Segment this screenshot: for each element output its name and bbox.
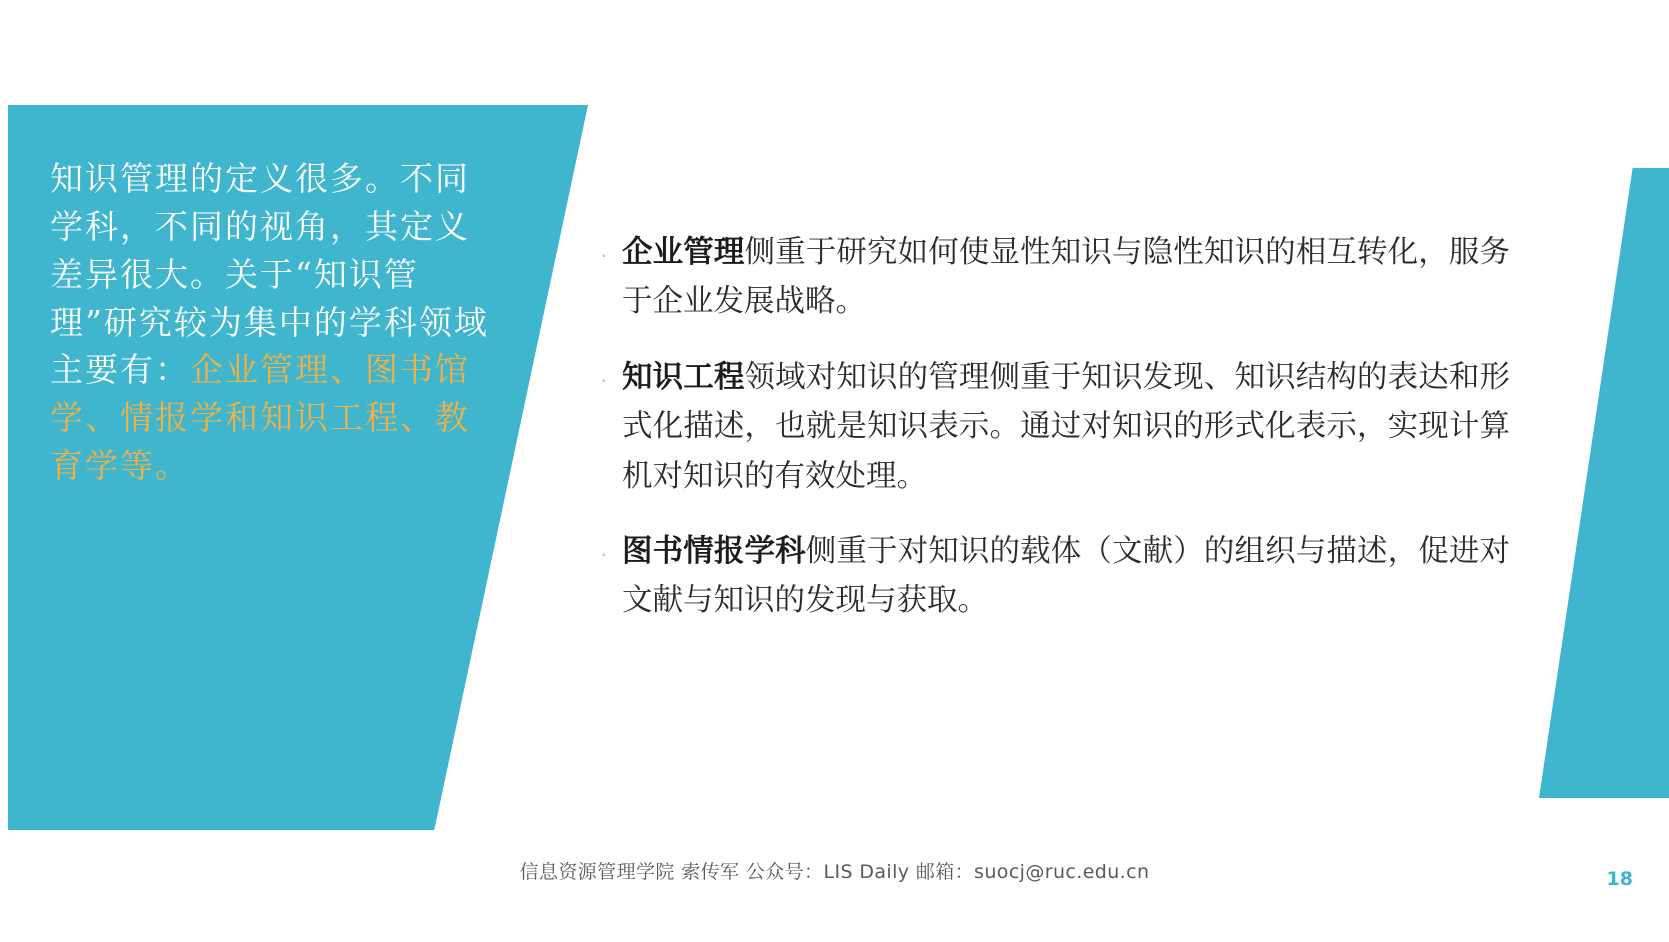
left-panel-text-highlight: 企业管理、图书馆学、情报学和知识工程、教育学等。 [50,350,470,486]
bullet-text [622,527,1510,626]
bullet-list [600,228,1510,652]
list-item [600,353,1510,501]
bullet-body: 领域对知识的管理侧重于知识发现、知识结构的表达和形式化描述，也就是知识表示。通过对知识的形式化表示，实现计算机对知识的有效处理。 [622,359,1510,494]
footer-text: 信息资源管理学院 索传军 公众号：LIS Daily 邮箱：suocj@ruc.edu.cn [519,861,1150,883]
bullet-text [622,228,1510,327]
list-item [600,527,1510,626]
page-number: 18 [1606,868,1633,890]
right-accent-wedge [1539,168,1669,798]
bullet-dot-icon: · [600,242,608,267]
left-panel-text [50,155,490,490]
bullet-body: 侧重于研究如何使显性知识与隐性知识的相互转化，服务于企业发展战略。 [622,235,1510,320]
bullet-dot-icon: · [600,366,608,392]
bullet-lead: 图书情报学科 [622,534,806,570]
bullet-body: 侧重于对知识的载体（文献）的组织与描述，促进对文献与知识的发现与获取。 [622,534,1510,619]
bullet-text [622,353,1510,501]
left-panel-text-plain: 知识管理的定义很多。不同学科，不同的视角，其定义差异很大。关于“知识管理”研究较为集中的学科领域主要有： [50,159,489,390]
bullet-dot-icon: · [600,541,608,567]
bullet-lead: 企业管理 [622,235,745,270]
bullet-lead: 知识工程 [622,359,745,395]
list-item [600,228,1510,327]
